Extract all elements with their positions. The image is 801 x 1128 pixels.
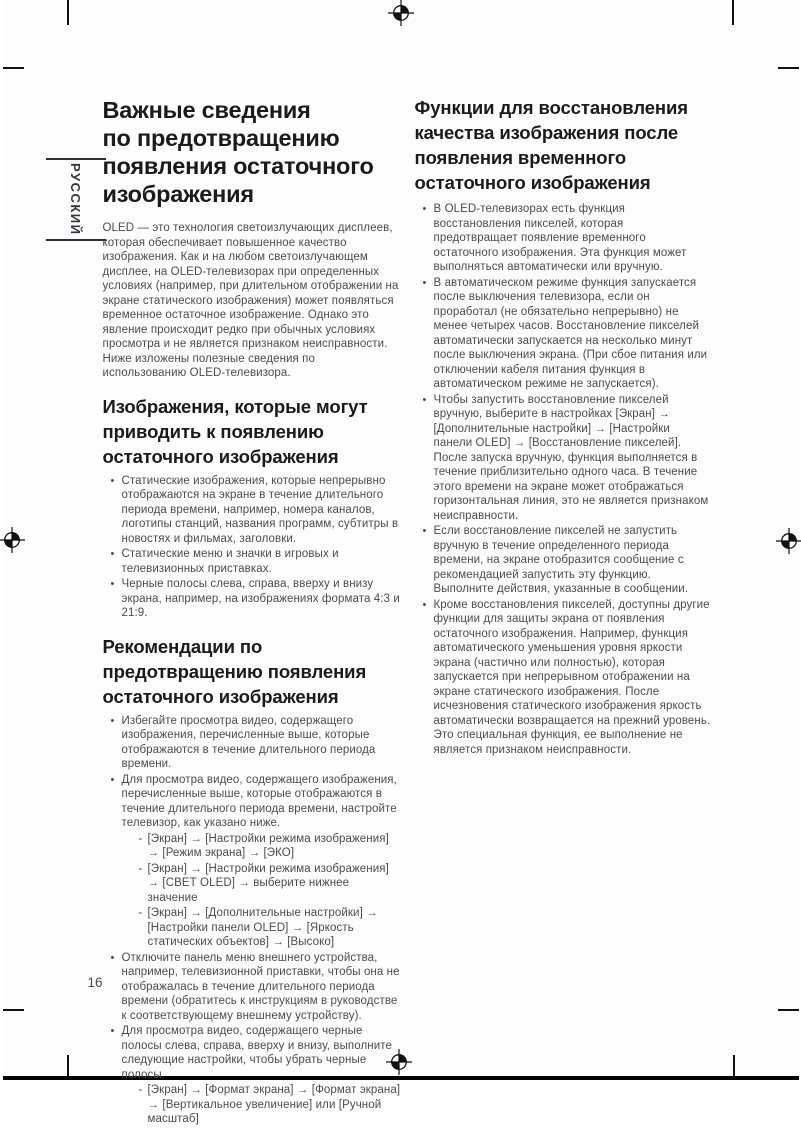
- page-title: [103, 96, 402, 208]
- menu-path-item: - [Экран] → [Формат экрана] → [Формат экрана] → [Вертикальное увеличение] или [Ручной масштаб]: [139, 1083, 402, 1127]
- list-item: • Кроме восстановления пикселей, доступны другие функции для защиты экрана от появления остаточного изображения. Например, функция автоматического уменьшения уровня яркости экрана (частично или полностью), которая запускается при непрерывном отображении на экране статического изображения. После исчезновения статического изображения яркость автоматически возвращается на прежний уровень. Это специальная функция, ее выполнение не является признаком неисправности.: [434, 598, 711, 758]
- list-item: • Черные полосы слева, справа, вверху и внизу экрана, например, на изображениях формата 4:3 и 21:9.: [122, 577, 402, 621]
- list-item: • В OLED-телевизорах есть функция восстановления пикселей, которая предотвращает появление временного остаточного изображения. Эта функция может выполняться автоматически или вручную.: [434, 202, 711, 275]
- language-tab: [46, 158, 106, 241]
- section-heading-prevention-recommendations: [103, 634, 402, 709]
- menu-path-item: - [Экран] → [Настройки режима изображения] → [СВЕТ OLED] → выберите нижнее значение: [139, 862, 402, 906]
- section-heading-image-retention-causes: [103, 394, 402, 469]
- page-number: 16: [88, 975, 103, 990]
- registration-mark-left-icon: [0, 527, 25, 553]
- list-item: • Для просмотра видео, содержащего изображения, перечисленные выше, которые отображаются в течение длительного периода времени, настройте телевизор, как указано ниже.: [122, 773, 402, 831]
- section-heading-line: Функции для восстановления: [415, 95, 711, 120]
- crop-mark-top-right-vertical: [732, 0, 734, 25]
- list-item: • В автоматическом режиме функция запускается после выключения телевизора, если он проработал (не обязательно непрерывно) не менее четырех часов. Восстановление пикселей автоматически запускается на несколько минут после выключения экрана. (При сбое питания или отключении кабеля питания функция в автоматическом режиме не запускается).: [434, 276, 711, 392]
- language-tab-label: РУССКИЙ: [68, 163, 83, 236]
- crop-mark-bottom-right-horizontal: [778, 1009, 799, 1011]
- list-item: • Чтобы запустить восстановление пикселей вручную, выберите в настройках [Экран] → [Дополнительные настройки] → [Настройки панели OLED] → [Восстановление пикселей]. После запуска вручную, функция выполняется в течение приблизительно одного часа. В течение этого времени на экране может отображаться горизонтальная линия, это не является признаком неисправности.: [434, 393, 711, 524]
- section-heading-line: качества изображения после: [415, 120, 711, 145]
- left-column: [103, 96, 402, 1128]
- list-item: • Статические меню и значки в игровых и телевизионных приставках.: [122, 547, 402, 576]
- crop-mark-top-left-horizontal: [3, 67, 24, 69]
- registration-mark-right-icon: [776, 528, 801, 554]
- section-heading-line: остаточного изображения: [415, 170, 711, 195]
- section-heading-recovery-functions: [415, 95, 711, 195]
- section-heading-line: появления временного: [415, 145, 711, 170]
- section-heading-line: Рекомендации по: [103, 634, 402, 659]
- section-heading-line: остаточного изображения: [103, 684, 402, 709]
- section-heading-line: предотвращению появления: [103, 659, 402, 684]
- crop-mark-bottom-left-horizontal: [3, 1009, 24, 1011]
- section-heading-line: Изображения, которые могут: [103, 394, 402, 419]
- recommendations-list: [103, 714, 402, 1127]
- manual-page: [3, 0, 799, 1080]
- section-heading-line: приводить к появлению: [103, 419, 402, 444]
- registration-mark-top-icon: [388, 0, 414, 26]
- intro-paragraph: OLED — это технология светоизлучающих дисплеев, которая обеспечивает повышенное качество изображения. Как и на любом светоизлучающем дисплее, на OLED-телевизорах при определенных условиях (например, при длительном отображении на экране статического изображения) может появляться временное остаточное изображение. Однако это явление происходит редко при обычных условиях просмотра и не является признаком неисправности. Ниже изложены полезные сведения по использованию OLED-телевизора.: [103, 221, 402, 381]
- crop-mark-top-left-vertical: [67, 0, 69, 25]
- list-item: • Статические изображения, которые непрерывно отображаются на экране в течение длительного периода времени, например, номера каналов, логотипы станций, названия программ, субтитры в новостях и фильмах, заголовки.: [122, 474, 402, 547]
- menu-path-item: - [Экран] → [Дополнительные настройки] → [Настройки панели OLED] → [Яркость статических объектов] → [Высоко]: [139, 906, 402, 950]
- menu-path-item: - [Экран] → [Настройки режима изображения] → [Режим экрана] → [ЭКО]: [139, 832, 402, 861]
- list-item: • Если восстановление пикселей не запустить вручную в течение определенного периода времени, на экране отобразится сообщение с рекомендацией запустить эту функцию. Выполните действия, указанные в сообщении.: [434, 524, 711, 597]
- page-title-line: изображения: [103, 180, 402, 208]
- right-column: [415, 95, 711, 758]
- section-heading-line: остаточного изображения: [103, 444, 402, 469]
- list-item: • Отключите панель меню внешнего устройства, например, телевизионной приставки, чтобы она не отображалась в течение длительного периода времени (обратитесь к инструкциям в руководстве к соответствующему внешнему устройству).: [122, 951, 402, 1024]
- list-item: • Для просмотра видео, содержащего черные полосы слева, справа, вверху и внизу, выполните следующие настройки, чтобы убрать черные полосы.: [122, 1024, 402, 1082]
- crop-mark-top-right-horizontal: [778, 67, 799, 69]
- causes-list: [103, 474, 402, 621]
- recovery-functions-list: [415, 202, 711, 757]
- list-item: • Избегайте просмотра видео, содержащего изображения, перечисленные выше, которые отображаются в течение длительного периода времени.: [122, 714, 402, 772]
- page-title-line: появления остаточного: [103, 152, 402, 180]
- page-title-line: по предотвращению: [103, 124, 402, 152]
- page-title-line: Важные сведения: [103, 96, 402, 124]
